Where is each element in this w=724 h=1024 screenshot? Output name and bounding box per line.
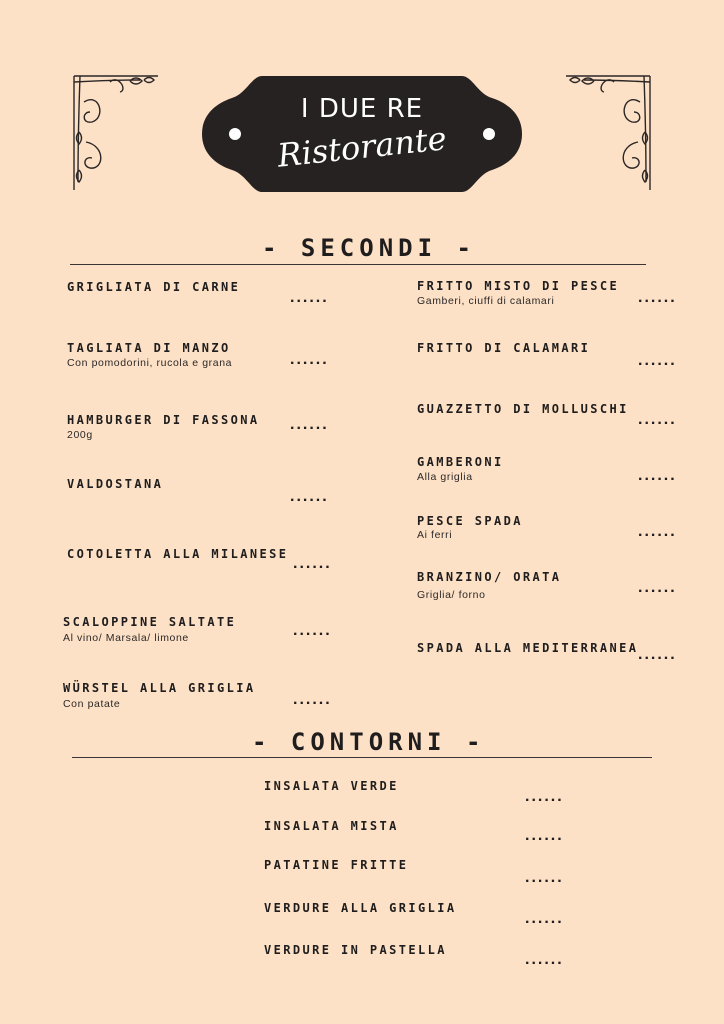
price-dots: ......	[290, 289, 329, 306]
brand-name: I DUE RE	[300, 94, 424, 124]
menu-item-description: Con pomodorini, rucola e grana	[67, 357, 233, 369]
divider	[70, 264, 646, 265]
corner-ornament-left-icon	[70, 72, 162, 194]
side-dish-name: PATATINE FRITTE	[264, 858, 409, 872]
menu-item-name: BRANZINO/ ORATA	[417, 570, 562, 584]
menu-item-name: FRITTO MISTO DI PESCE	[417, 279, 620, 293]
corner-ornament-right-icon	[562, 72, 654, 194]
price-dots: ......	[525, 951, 564, 968]
price-dots: ......	[293, 622, 332, 639]
price-dots: ......	[638, 646, 677, 663]
price-dots: ......	[638, 523, 677, 540]
section-title-secondi: - SECONDI -	[262, 234, 476, 262]
menu-item-description: Alla griglia	[417, 471, 473, 483]
side-dish-name: VERDURE ALLA GRIGLIA	[264, 901, 457, 915]
brand-subtitle: Ristorante	[275, 119, 449, 175]
price-dots: ......	[525, 910, 564, 927]
menu-item-name: VALDOSTANA	[67, 477, 164, 491]
price-dots: ......	[638, 579, 677, 596]
menu-item-name: GRIGLIATA DI CARNE	[67, 280, 241, 294]
price-dots: ......	[293, 555, 332, 572]
menu-item-name: GAMBERONI	[417, 455, 504, 469]
menu-item-name: COTOLETTA ALLA MILANESE	[67, 547, 289, 561]
price-dots: ......	[290, 416, 329, 433]
menu-item-name: SCALOPPINE SALTATE	[63, 615, 237, 629]
restaurant-logo	[202, 76, 522, 192]
menu-item-name: PESCE SPADA	[417, 514, 523, 528]
price-dots: ......	[293, 691, 332, 708]
side-dish-name: INSALATA MISTA	[264, 819, 399, 833]
price-dots: ......	[638, 352, 677, 369]
menu-item-name: FRITTO DI CALAMARI	[417, 341, 591, 355]
menu-item-name: TAGLIATA DI MANZO	[67, 341, 231, 355]
menu-item-description: Al vino/ Marsala/ limone	[63, 632, 189, 644]
divider	[72, 757, 652, 758]
price-dots: ......	[290, 351, 329, 368]
menu-item-name: WÜRSTEL ALLA GRIGLIA	[63, 681, 256, 695]
menu-item-name: SPADA ALLA MEDITERRANEA	[417, 641, 639, 655]
menu-item-description: Gamberi, ciuffi di calamari	[417, 295, 555, 307]
side-dish-name: VERDURE IN PASTELLA	[264, 943, 447, 957]
price-dots: ......	[638, 411, 677, 428]
menu-item-description: Con patate	[63, 698, 121, 710]
menu-item-description: 200g	[67, 429, 93, 441]
price-dots: ......	[525, 869, 564, 886]
section-title-contorni: - CONTORNI -	[252, 728, 486, 756]
menu-item-description: Ai ferri	[417, 529, 453, 541]
price-dots: ......	[638, 467, 677, 484]
menu-item-name: HAMBURGER DI FASSONA	[67, 413, 260, 427]
price-dots: ......	[290, 488, 329, 505]
price-dots: ......	[638, 289, 677, 306]
menu-item-description: Griglia/ forno	[417, 589, 486, 601]
menu-item-name: GUAZZETTO DI MOLLUSCHI	[417, 402, 629, 416]
price-dots: ......	[525, 827, 564, 844]
price-dots: ......	[525, 788, 564, 805]
side-dish-name: INSALATA VERDE	[264, 779, 399, 793]
